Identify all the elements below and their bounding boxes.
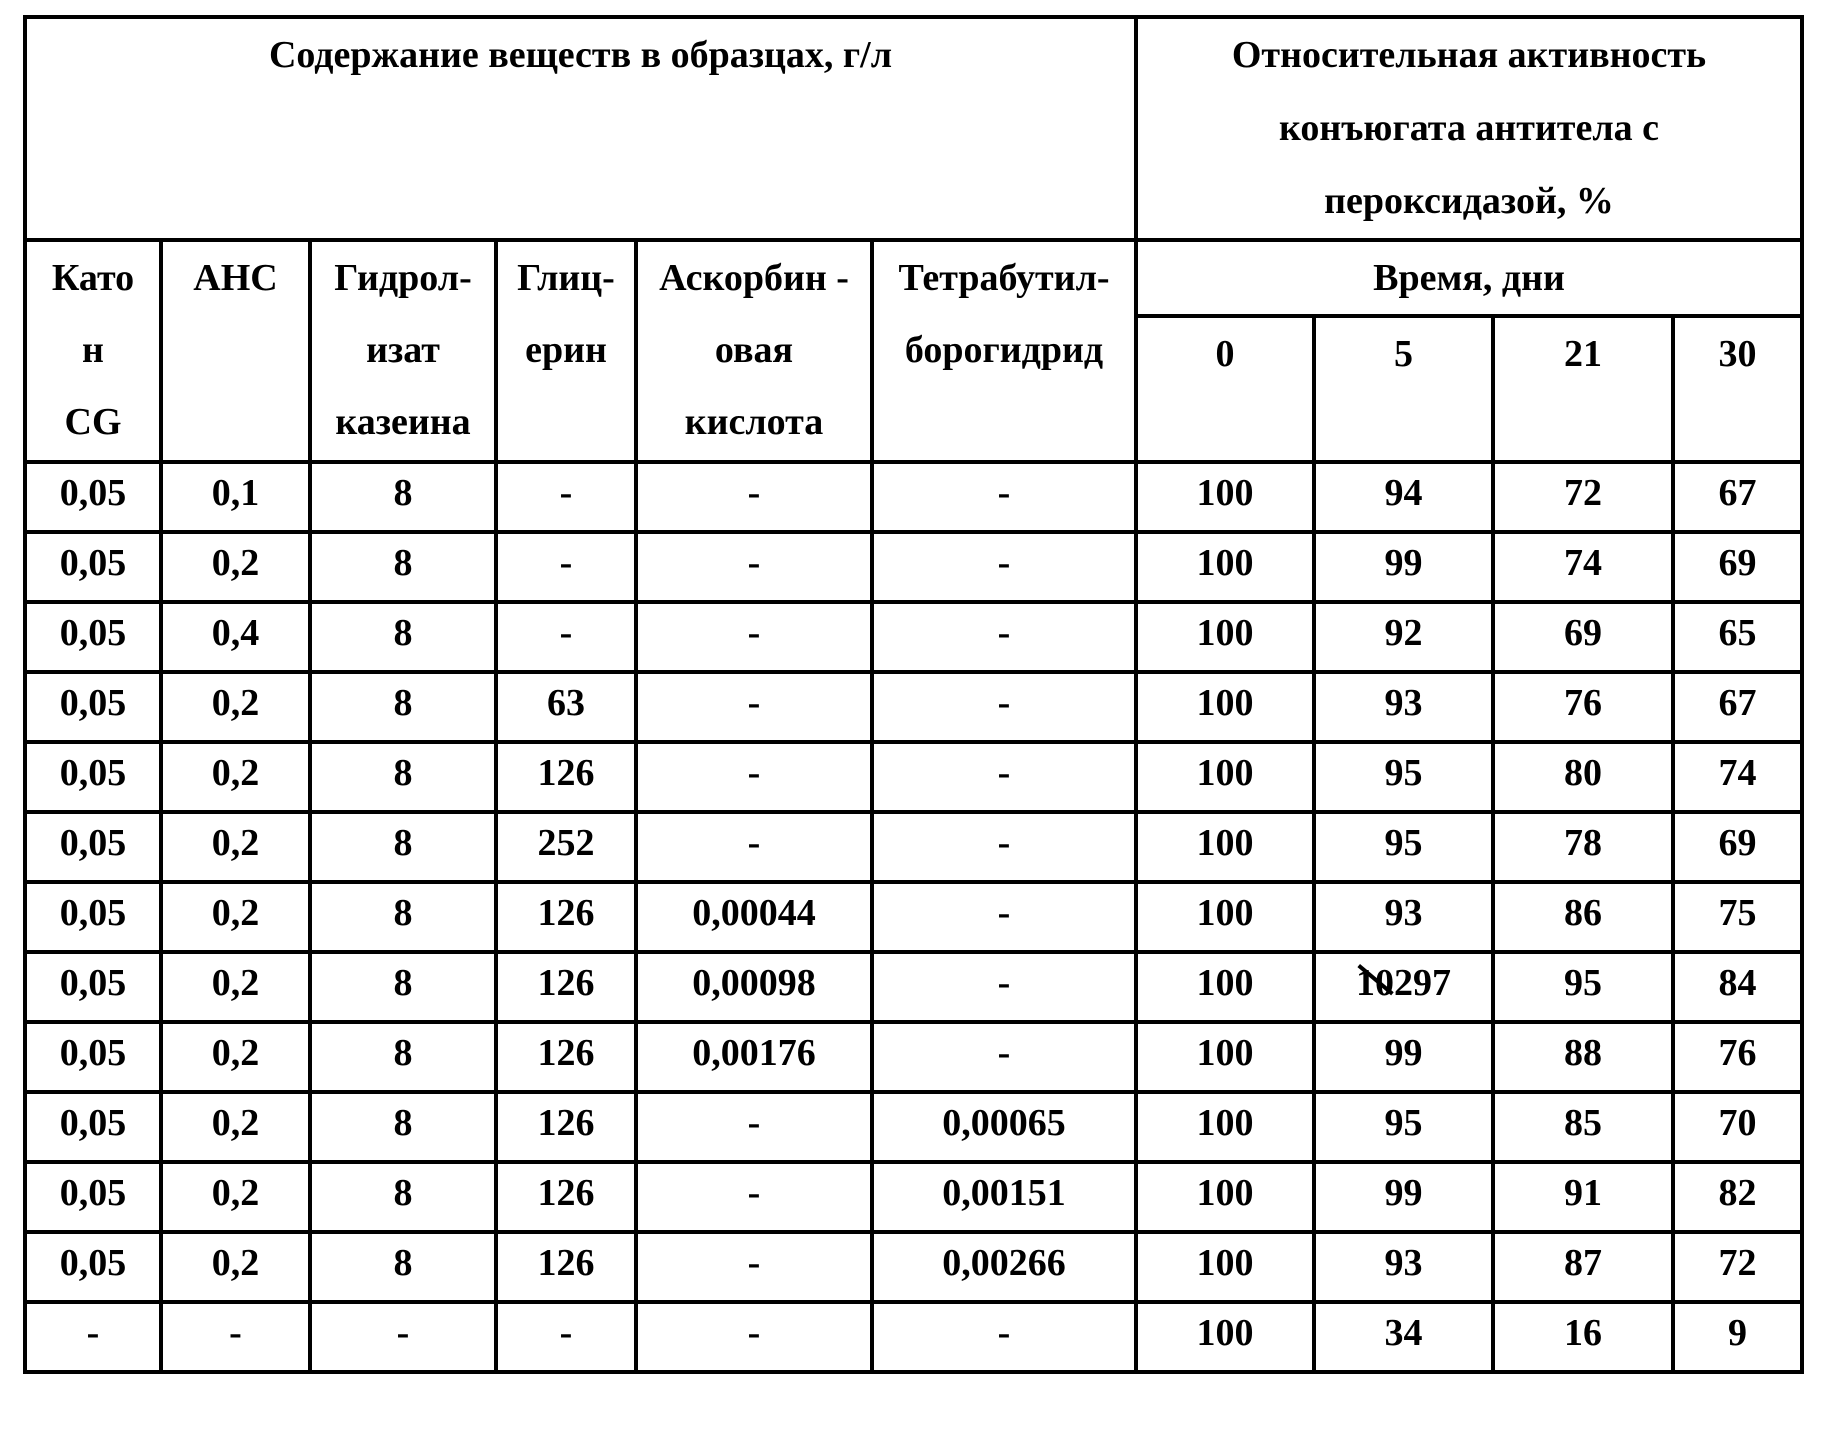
table-cell: 8 xyxy=(310,602,496,672)
table-row xyxy=(25,1092,1802,1162)
table-cell: 86 xyxy=(1493,882,1673,952)
table-cell: 0,05 xyxy=(25,742,161,812)
table-cell: - xyxy=(636,742,872,812)
table-cell: 95 xyxy=(1493,952,1673,1022)
table-cell: 8 xyxy=(310,1092,496,1162)
table-cell: - xyxy=(496,462,636,532)
group-header-substances xyxy=(25,17,1136,240)
table-cell: 0,2 xyxy=(161,1162,310,1232)
table-cell: 8 xyxy=(310,952,496,1022)
col-header-line: овая xyxy=(638,314,870,386)
table-cell: - xyxy=(636,532,872,602)
activity-header-line: конъюгата антитела с xyxy=(1138,92,1800,165)
table-cell: 100 xyxy=(1136,812,1314,882)
col-header-line: кислота xyxy=(638,386,870,458)
table-cell: - xyxy=(872,462,1136,532)
day-column-header: 0 xyxy=(1136,316,1314,462)
table-cell: 95 xyxy=(1314,812,1493,882)
table-cell: 74 xyxy=(1673,742,1802,812)
table-cell: - xyxy=(872,1302,1136,1372)
table-row xyxy=(25,602,1802,672)
col-header-line: CG xyxy=(27,386,159,458)
table-cell: 0,00044 xyxy=(636,882,872,952)
table-cell: 75 xyxy=(1673,882,1802,952)
table-cell: 100 xyxy=(1136,1302,1314,1372)
table-row xyxy=(25,462,1802,532)
activity-header-line: Относительная активность xyxy=(1138,19,1800,92)
table-cell: - xyxy=(496,532,636,602)
table-cell: 72 xyxy=(1673,1232,1802,1302)
table-cell: 0,00266 xyxy=(872,1232,1136,1302)
table-cell: 0,00151 xyxy=(872,1162,1136,1232)
table-cell: 95 xyxy=(1314,742,1493,812)
table-cell: 100 xyxy=(1136,1092,1314,1162)
table-row xyxy=(25,952,1802,1022)
table-cell: 8 xyxy=(310,1162,496,1232)
table-cell: - xyxy=(636,1162,872,1232)
col-header-ascorbic-acid xyxy=(636,240,872,462)
table-cell: 0,05 xyxy=(25,672,161,742)
col-header-line: изат xyxy=(312,314,494,386)
table-cell: 0,05 xyxy=(25,1232,161,1302)
table-cell: - xyxy=(872,1022,1136,1092)
table-cell: - xyxy=(496,602,636,672)
day-column-header: 21 xyxy=(1493,316,1673,462)
table-cell: 8 xyxy=(310,672,496,742)
table-cell: - xyxy=(636,672,872,742)
table-cell: 0,2 xyxy=(161,1022,310,1092)
table-row xyxy=(25,882,1802,952)
table-cell: 0,2 xyxy=(161,532,310,602)
table-cell: - xyxy=(872,812,1136,882)
table-row xyxy=(25,742,1802,812)
table-cell: 8 xyxy=(310,742,496,812)
table-cell: 94 xyxy=(1314,462,1493,532)
table-cell: 126 xyxy=(496,1092,636,1162)
table-cell: 0,2 xyxy=(161,812,310,882)
col-header-line: Като xyxy=(27,242,159,314)
col-header-line: борогидрид xyxy=(874,314,1134,386)
table-cell: 100 xyxy=(1136,462,1314,532)
group-header-substances-label: Содержание веществ в образцах, г/л xyxy=(269,34,892,76)
table-cell: 95 xyxy=(1314,1092,1493,1162)
table-cell: 80 xyxy=(1493,742,1673,812)
col-header-line: н xyxy=(27,314,159,386)
table-cell: 91 xyxy=(1493,1162,1673,1232)
table-cell: 69 xyxy=(1673,532,1802,602)
table-cell: 34 xyxy=(1314,1302,1493,1372)
col-header-casein-hydrolysate xyxy=(310,240,496,462)
table-cell: 126 xyxy=(496,882,636,952)
table-cell: 9 xyxy=(1673,1302,1802,1372)
table-cell: 74 xyxy=(1493,532,1673,602)
table-cell: 100 xyxy=(1136,532,1314,602)
table-cell: - xyxy=(161,1302,310,1372)
table-cell: 0,2 xyxy=(161,952,310,1022)
day-column-header: 5 xyxy=(1314,316,1493,462)
table-cell: - xyxy=(636,1302,872,1372)
time-days-header xyxy=(1136,240,1802,316)
table-cell: 8 xyxy=(310,1232,496,1302)
table-cell: 252 xyxy=(496,812,636,882)
corrected-value: 97 xyxy=(1413,962,1451,1004)
table-cell: - xyxy=(310,1302,496,1372)
table-cell: 82 xyxy=(1673,1162,1802,1232)
table-cell: 0,00176 xyxy=(636,1022,872,1092)
col-header-line: Аскорбин - xyxy=(638,242,870,314)
table-cell: 72 xyxy=(1493,462,1673,532)
table-cell: 8 xyxy=(310,1022,496,1092)
table-cell: 69 xyxy=(1493,602,1673,672)
table-cell: 8 xyxy=(310,532,496,602)
table-cell: 0,2 xyxy=(161,1092,310,1162)
table-cell: - xyxy=(636,462,872,532)
table-cell: 93 xyxy=(1314,672,1493,742)
table-row xyxy=(25,1302,1802,1372)
table-cell: 92 xyxy=(1314,602,1493,672)
table-cell: - xyxy=(636,1092,872,1162)
results-table xyxy=(23,15,1804,1374)
table-cell: 0,2 xyxy=(161,672,310,742)
table-cell: 100 xyxy=(1136,952,1314,1022)
table-cell: 100 xyxy=(1136,672,1314,742)
table-cell: 88 xyxy=(1493,1022,1673,1092)
table-cell: 126 xyxy=(496,1162,636,1232)
activity-header-line: пероксидазой, % xyxy=(1138,165,1800,238)
table-cell xyxy=(1314,952,1493,1022)
table-cell: 0,05 xyxy=(25,882,161,952)
table-cell: 85 xyxy=(1493,1092,1673,1162)
col-header-line: Гидрол- xyxy=(312,242,494,314)
table-cell: 100 xyxy=(1136,1022,1314,1092)
col-header-line: казеина xyxy=(312,386,494,458)
table-cell: 0,00098 xyxy=(636,952,872,1022)
table-cell: 100 xyxy=(1136,1232,1314,1302)
table-cell: - xyxy=(496,1302,636,1372)
table-cell: 0,05 xyxy=(25,532,161,602)
table-cell: - xyxy=(872,742,1136,812)
table-cell: 0,00065 xyxy=(872,1092,1136,1162)
day-column-header: 30 xyxy=(1673,316,1802,462)
table-row xyxy=(25,1022,1802,1092)
struck-value: 102 xyxy=(1356,954,1413,1012)
table-cell: 0,05 xyxy=(25,462,161,532)
col-header-line: ерин xyxy=(498,314,634,386)
table-cell: 126 xyxy=(496,742,636,812)
table-cell: 0,05 xyxy=(25,602,161,672)
table-cell: 76 xyxy=(1493,672,1673,742)
table-cell: 67 xyxy=(1673,462,1802,532)
table-cell: 0,05 xyxy=(25,1022,161,1092)
table-row xyxy=(25,812,1802,882)
table-row xyxy=(25,1162,1802,1232)
table-cell: 76 xyxy=(1673,1022,1802,1092)
table-cell: 84 xyxy=(1673,952,1802,1022)
col-header-line: Тетрабутил- xyxy=(874,242,1134,314)
table-cell: 78 xyxy=(1493,812,1673,882)
table-cell: 87 xyxy=(1493,1232,1673,1302)
group-header-activity xyxy=(1136,17,1802,240)
table-cell: 70 xyxy=(1673,1092,1802,1162)
col-header-line: АНС xyxy=(163,242,308,314)
table-cell: 99 xyxy=(1314,1022,1493,1092)
col-header-cation-cg xyxy=(25,240,161,462)
table-cell: - xyxy=(872,952,1136,1022)
table-cell: 63 xyxy=(496,672,636,742)
table-cell: 126 xyxy=(496,1232,636,1302)
table-cell: 16 xyxy=(1493,1302,1673,1372)
table-cell: 93 xyxy=(1314,882,1493,952)
table-cell: 100 xyxy=(1136,742,1314,812)
table-cell: - xyxy=(872,882,1136,952)
table-cell: 8 xyxy=(310,462,496,532)
table-row xyxy=(25,532,1802,602)
table-row xyxy=(25,1232,1802,1302)
table-cell: 100 xyxy=(1136,1162,1314,1232)
table-cell: 100 xyxy=(1136,602,1314,672)
col-header-tetrabutyl-borohydride xyxy=(872,240,1136,462)
table-cell: - xyxy=(25,1302,161,1372)
table-cell: - xyxy=(636,812,872,882)
table-cell: - xyxy=(636,602,872,672)
col-header-glycerin xyxy=(496,240,636,462)
table-cell: - xyxy=(636,1232,872,1302)
table-cell: 100 xyxy=(1136,882,1314,952)
table-cell: 0,05 xyxy=(25,812,161,882)
table-cell: 126 xyxy=(496,952,636,1022)
table-cell: 126 xyxy=(496,1022,636,1092)
table-cell: 0,2 xyxy=(161,1232,310,1302)
table-cell: 0,05 xyxy=(25,1092,161,1162)
table-cell: 8 xyxy=(310,812,496,882)
table-cell: 99 xyxy=(1314,1162,1493,1232)
table-cell: 0,4 xyxy=(161,602,310,672)
table-cell: 0,2 xyxy=(161,882,310,952)
col-header-line: Глиц- xyxy=(498,242,634,314)
table-cell: 99 xyxy=(1314,532,1493,602)
table-cell: 67 xyxy=(1673,672,1802,742)
table-cell: - xyxy=(872,672,1136,742)
table-cell: 0,1 xyxy=(161,462,310,532)
table-cell: 0,2 xyxy=(161,742,310,812)
table-cell: 69 xyxy=(1673,812,1802,882)
table-cell: 8 xyxy=(310,882,496,952)
table-cell: - xyxy=(872,602,1136,672)
time-days-label: Время, дни xyxy=(1373,257,1565,299)
table-cell: 0,05 xyxy=(25,1162,161,1232)
table-row xyxy=(25,672,1802,742)
table-cell: 65 xyxy=(1673,602,1802,672)
table-cell: - xyxy=(872,532,1136,602)
table-cell: 0,05 xyxy=(25,952,161,1022)
table-cell: 93 xyxy=(1314,1232,1493,1302)
data-table-container xyxy=(23,15,1804,1374)
col-header-ans xyxy=(161,240,310,462)
